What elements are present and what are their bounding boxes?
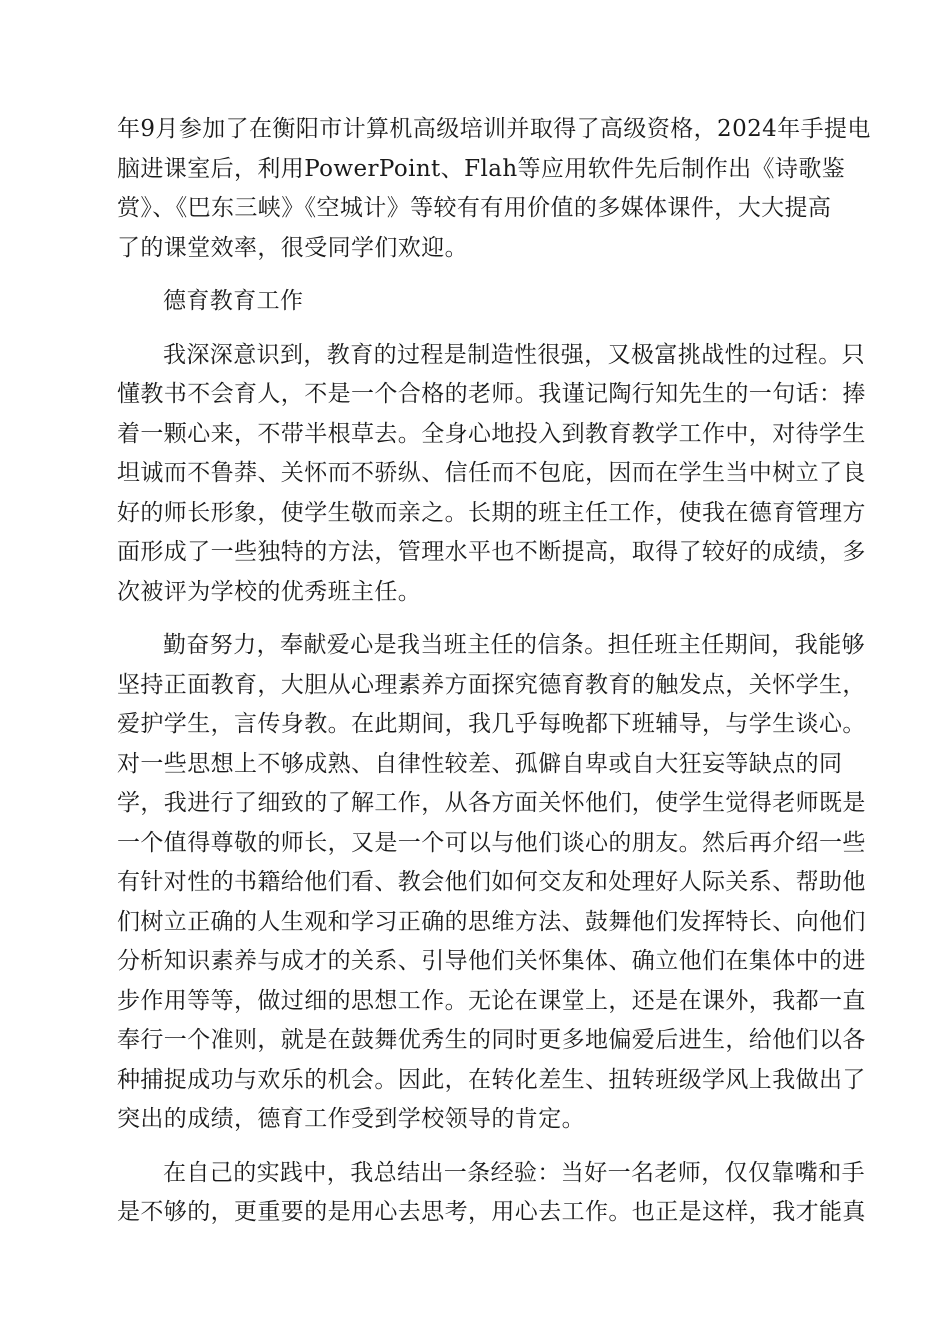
paragraph-moral-education xyxy=(117,336,866,613)
text-line: 一个值得尊敬的师长，又是一个可以与他们谈心的朋友。然后再介绍一些 xyxy=(117,829,866,856)
text-line: 学，我进行了细致的了解工作，从各方面关怀他们，使学生觉得老师既是 xyxy=(117,790,866,816)
text-line: 们树立正确的人生观和学习正确的思维方法、鼓舞他们发挥特长、向他们 xyxy=(117,908,866,935)
text-line: 在自己的实践中，我总结出一条经验：当好一名老师，仅仅靠嘴和手 xyxy=(163,1159,865,1186)
paragraph-head-teacher xyxy=(117,626,866,1140)
paragraph-spacer xyxy=(117,612,835,626)
text-line: 赏》、《巴东三峡》《空城计》等较有有用价值的多媒体课件，大大提高 xyxy=(117,195,832,221)
paragraph-spacer xyxy=(117,322,835,336)
text-line: 种捕捉成功与欢乐的机会。因此，在转化差生、扭转班级学风上我做出了 xyxy=(117,1066,866,1093)
paragraph-experience xyxy=(117,1154,866,1233)
paragraph-computer-training xyxy=(117,110,871,268)
text-line: 脑进课室后，利用PowerPoint、Flah等应用软件先后制作出《诗歌鉴 xyxy=(117,155,846,182)
text-line: 突出的成绩，德育工作受到学校领导的肯定。 xyxy=(117,1106,585,1132)
text-line: 是不够的，更重要的是用心去思考，用心去工作。也正是这样，我才能真 xyxy=(117,1199,866,1225)
text-line: 我深深意识到，教育的过程是制造性很强，又极富挑战性的过程。只 xyxy=(163,341,865,368)
paragraph-spacer xyxy=(117,268,835,282)
text-line: 年9月参加了在衡阳市计算机高级培训并取得了高级资格，2024年手提电 xyxy=(117,116,871,142)
text-line: 步作用等等，做过细的思想工作。无论在课堂上，还是在课外，我都一直 xyxy=(117,987,866,1014)
text-line: 次被评为学校的优秀班主任。 xyxy=(117,578,422,605)
text-line: 着一颗心来，不带半根草去。全身心地投入到教育教学工作中，对待学生 xyxy=(117,420,866,447)
document-body xyxy=(117,110,871,1233)
text-line: 面形成了一些独特的方法，管理水平也不断提高，取得了较好的成绩，多 xyxy=(117,539,866,565)
text-line: 分析知识素养与成才的关系、引导他们关怀集体、确立他们在集体中的进 xyxy=(117,948,866,974)
text-line: 对一些思想上不够成熟、自律性较差、孤僻自卑或自大狂妄等缺点的同 xyxy=(117,750,843,777)
text-line: 好的师长形象，使学生敬而亲之。长期的班主任工作，使我在德育管理方 xyxy=(117,499,866,526)
text-line: 爱护学生，言传身教。在此期间，我几乎每晚都下班辅导，与学生谈心。 xyxy=(117,711,866,737)
text-line: 勤奋努力，奉献爱心是我当班主任的信条。担任班主任期间，我能够 xyxy=(163,632,865,658)
text-line: 了的课堂效率，很受同学们欢迎。 xyxy=(117,234,468,261)
text-line: 奉行一个准则，就是在鼓舞优秀生的同时更多地偏爱后进生，给他们以各 xyxy=(117,1027,866,1053)
text-line: 坦诚而不鲁莽、关怀而不骄纵、信任而不包庇，因而在学生当中树立了良 xyxy=(117,460,866,486)
text-line: 有针对性的书籍给他们看、教会他们如何交友和处理好人际关系、帮助他 xyxy=(117,869,866,895)
section-heading: 德育教育工作 xyxy=(163,288,304,314)
text-line: 懂教书不会育人，不是一个合格的老师。我谨记陶行知先生的一句话：捧 xyxy=(117,381,866,407)
paragraph-spacer xyxy=(117,1140,835,1154)
text-line: 坚持正面教育，大胆从心理素养方面探究德育教育的触发点，关怀学生， xyxy=(117,671,866,698)
